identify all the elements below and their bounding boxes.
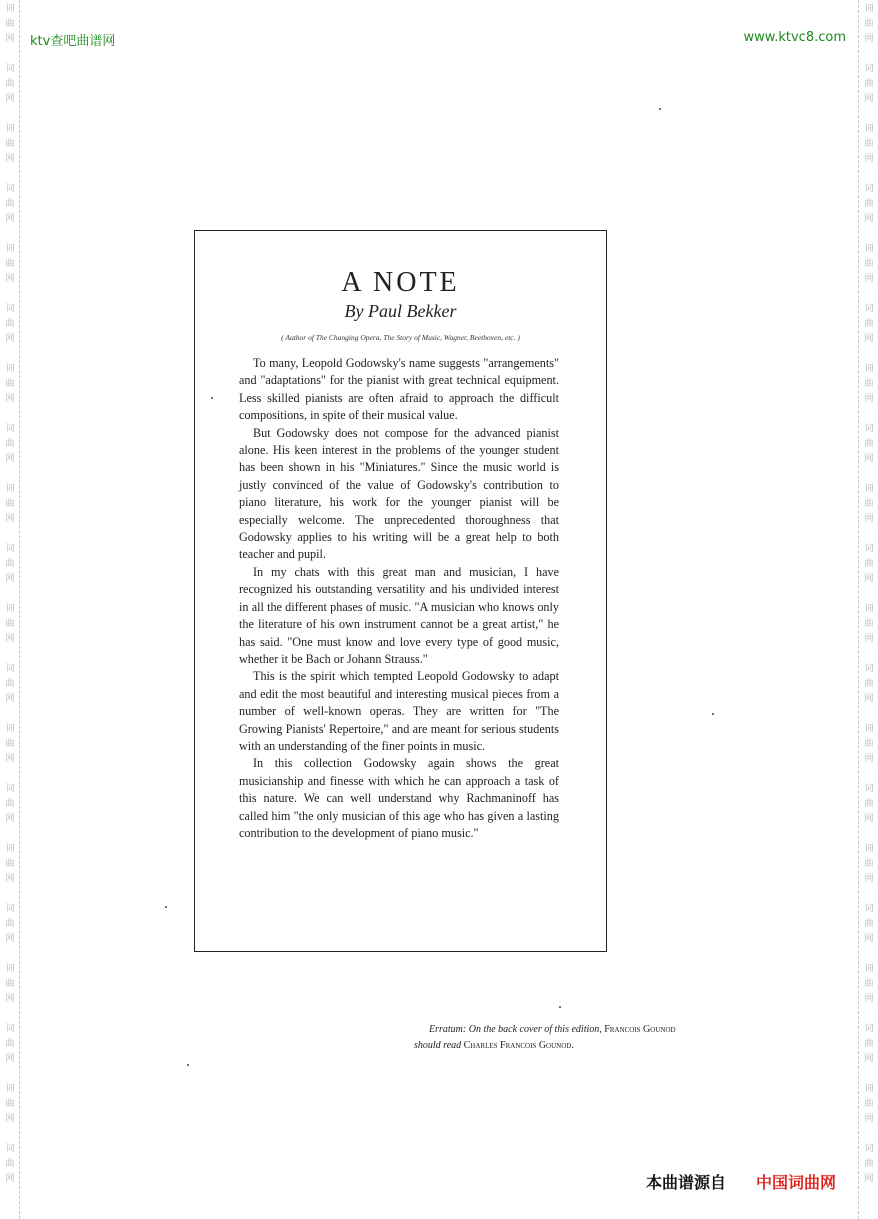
side-watermark-text: 词曲网 (864, 604, 874, 644)
side-watermark-text: 词曲网 (864, 184, 874, 224)
side-watermark-text: 词曲网 (5, 4, 15, 44)
note-title: A NOTE (341, 267, 460, 298)
erratum-lead: Erratum: On the back cover of this edition, (429, 1024, 602, 1035)
erratum-wrong-name: Francois Gounod (604, 1024, 676, 1035)
footer-source-label: 本曲谱源自 (646, 1173, 727, 1192)
side-watermark-text: 词曲网 (5, 1144, 15, 1184)
header-site-name[interactable]: ktv查吧曲谱网 (30, 34, 116, 49)
note-credit: ( Author of The Changing Opera, The Story of Music, Wagner, Beethoven, etc. ) (281, 333, 520, 342)
side-watermark-text: 词曲网 (864, 964, 874, 1004)
erratum-correct-name: Charles Francois Gounod. (463, 1040, 574, 1051)
side-watermark-text: 词曲网 (5, 784, 15, 824)
note-body (239, 355, 559, 842)
side-watermark-text: 词曲网 (5, 844, 15, 884)
side-watermark-text: 词曲网 (864, 664, 874, 704)
side-watermark-text: 词曲网 (864, 4, 874, 44)
side-watermark-text: 词曲网 (864, 1144, 874, 1184)
scan-speck (211, 397, 213, 399)
side-watermark-text: 词曲网 (864, 484, 874, 524)
note-paragraph: To many, Leopold Godowsky's name suggests "arrangements" and "adaptations" for the pianist with great technical equipment. Less skilled pianists are often afraid to approach the difficult compositions, in spite of their musical value. (239, 356, 559, 423)
side-watermark-text: 词曲网 (5, 484, 15, 524)
side-watermark-text: 词曲网 (864, 424, 874, 464)
footer-source-site[interactable]: 中国词曲网 (756, 1173, 837, 1192)
note-paragraph: This is the spirit which tempted Leopold Godowsky to adapt and edit the most beautiful and interesting musical pieces from a number of well-known operas. They are written for "The Growing Pianists' Repertoire," and are meant for serious students with an understanding of the finer points in music. (239, 669, 559, 753)
scan-speck (559, 1006, 561, 1008)
side-watermark-text: 词曲网 (5, 724, 15, 764)
side-watermark-text: 词曲网 (5, 664, 15, 704)
erratum-should-read: should read (414, 1040, 462, 1051)
side-watermark-text: 词曲网 (5, 964, 15, 1004)
side-watermark-text: 词曲网 (5, 1024, 15, 1064)
erratum-note (414, 1022, 754, 1054)
side-watermark-text: 词曲网 (5, 244, 15, 284)
side-watermark-text: 词曲网 (5, 184, 15, 224)
side-watermark-text: 词曲网 (5, 64, 15, 104)
side-watermark-text: 词曲网 (5, 904, 15, 944)
note-paragraph: In this collection Godowsky again shows the great musicianship and finesse with which he can approach a task of this nature. We can well understand why Rachmaninoff has called him "the only musician of this age who has given a lasting contribution to the development of piano music." (239, 756, 559, 840)
side-watermark-text: 词曲网 (864, 904, 874, 944)
note-paragraph: But Godowsky does not compose for the advanced pianist alone. His keen interest in the problems of the younger student has been shown in his "Miniatures." Since the music world is justly convinced of the value of Godowsky's contribution to piano literature, his work for the younger pianist will be especially welcome. The unprecedented thoroughness that Godowsky applies to his writing will be a great help to both teacher and pupil. (239, 425, 559, 562)
scan-speck (165, 906, 167, 908)
note-byline: By Paul Bekker (344, 301, 457, 321)
scan-speck (187, 1064, 189, 1066)
side-watermark-text: 词曲网 (864, 784, 874, 824)
side-watermark-text: 词曲网 (864, 544, 874, 584)
side-watermark-text: 词曲网 (5, 604, 15, 644)
side-watermark-text: 词曲网 (864, 244, 874, 284)
side-watermark-text: 词曲网 (5, 304, 15, 344)
left-watermark-strip (0, 0, 20, 1219)
side-watermark-text: 词曲网 (5, 124, 15, 164)
scan-speck (712, 713, 714, 715)
side-watermark-text: 词曲网 (864, 364, 874, 404)
side-watermark-text: 词曲网 (5, 364, 15, 404)
right-watermark-strip (858, 0, 878, 1219)
side-watermark-text: 词曲网 (864, 1024, 874, 1064)
scan-speck (659, 108, 661, 110)
note-box (194, 230, 607, 952)
side-watermark-text: 词曲网 (864, 844, 874, 884)
side-watermark-text: 词曲网 (5, 1084, 15, 1124)
side-watermark-text: 词曲网 (864, 304, 874, 344)
header-site-url[interactable]: www.ktvc8.com (743, 30, 846, 45)
side-watermark-text: 词曲网 (864, 724, 874, 764)
side-watermark-text: 词曲网 (864, 1084, 874, 1124)
side-watermark-text: 词曲网 (864, 64, 874, 104)
side-watermark-text: 词曲网 (5, 424, 15, 464)
side-watermark-text: 词曲网 (5, 544, 15, 584)
side-watermark-text: 词曲网 (864, 124, 874, 164)
note-paragraph: In my chats with this great man and musician, I have recognized his outstanding versatility and his undivided interest in all the different phases of music. "A musician who knows only the literature of his own instrument cannot be a great artist," he has said. "One must know and love every type of good music, whether it be Bach or Johann Strauss." (239, 564, 559, 666)
